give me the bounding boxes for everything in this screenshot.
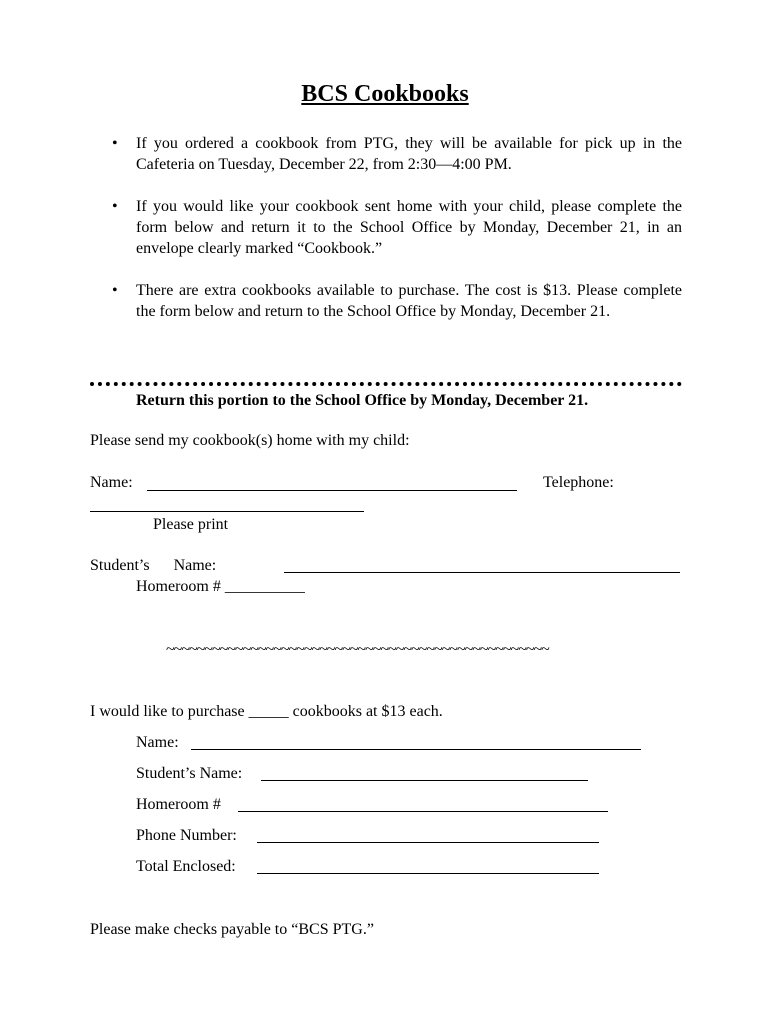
info-bullet [112, 280, 682, 322]
bullet-dot-icon: • [112, 198, 118, 215]
cut-line-divider [90, 382, 682, 386]
purchase-intro: I would like to purchase _____ cookbooks at $13 each. [90, 703, 443, 720]
info-bullet [112, 133, 682, 175]
purchase-student-field[interactable] [261, 780, 588, 781]
purchase-name-label: Name: [136, 734, 179, 751]
student-name-field[interactable] [284, 572, 680, 573]
purchase-total-label: Total Enclosed: [136, 858, 236, 875]
purchase-name-field[interactable] [191, 749, 641, 750]
bullet-dot-icon: • [112, 135, 118, 152]
purchase-total-field[interactable] [257, 873, 599, 874]
info-bullet-list [112, 133, 682, 322]
purchase-phone-field[interactable] [257, 842, 599, 843]
return-heading: Return this portion to the School Office by Monday, December 21. [136, 392, 589, 409]
purchase-homeroom-label: Homeroom # [136, 796, 221, 813]
homeroom-label[interactable]: Homeroom # __________ [136, 578, 305, 595]
purchase-student-label: Student’s Name: [136, 765, 243, 782]
info-bullet [112, 196, 682, 259]
bullet-text: There are extra cookbooks available to purchase. The cost is $13. Please complete the form below and return to the School Office by Monday, December 21. [136, 282, 682, 320]
send-home-intro: Please send my cookbook(s) home with my child: [90, 432, 410, 449]
page-title: BCS Cookbooks [301, 81, 469, 107]
name-label: Name: [90, 474, 133, 491]
telephone-field[interactable] [90, 511, 364, 512]
footer-note: Please make checks payable to “BCS PTG.” [90, 921, 374, 938]
section-separator: ~~~~~~~~~~~~~~~~~~~~~~~~~~~~~~~~~~~~~~~~~~~~~~~~~~ [166, 641, 549, 658]
purchase-phone-label: Phone Number: [136, 827, 237, 844]
print-hint: Please print [153, 516, 229, 533]
name-field[interactable] [147, 490, 517, 491]
bullet-text: If you ordered a cookbook from PTG, they will be available for pick up in the Cafeteria on Tuesday, December 22, from 2:30—4:00 PM. [136, 135, 682, 173]
telephone-label: Telephone: [543, 474, 614, 491]
bullet-dot-icon: • [112, 282, 118, 299]
bullet-text: If you would like your cookbook sent home with your child, please complete the form below and return it to the School Office by Monday, December 21, in an envelope clearly marked “Cookbook.” [136, 198, 682, 257]
purchase-homeroom-field[interactable] [238, 811, 608, 812]
student-name-label: Student’s Name: [90, 557, 217, 574]
